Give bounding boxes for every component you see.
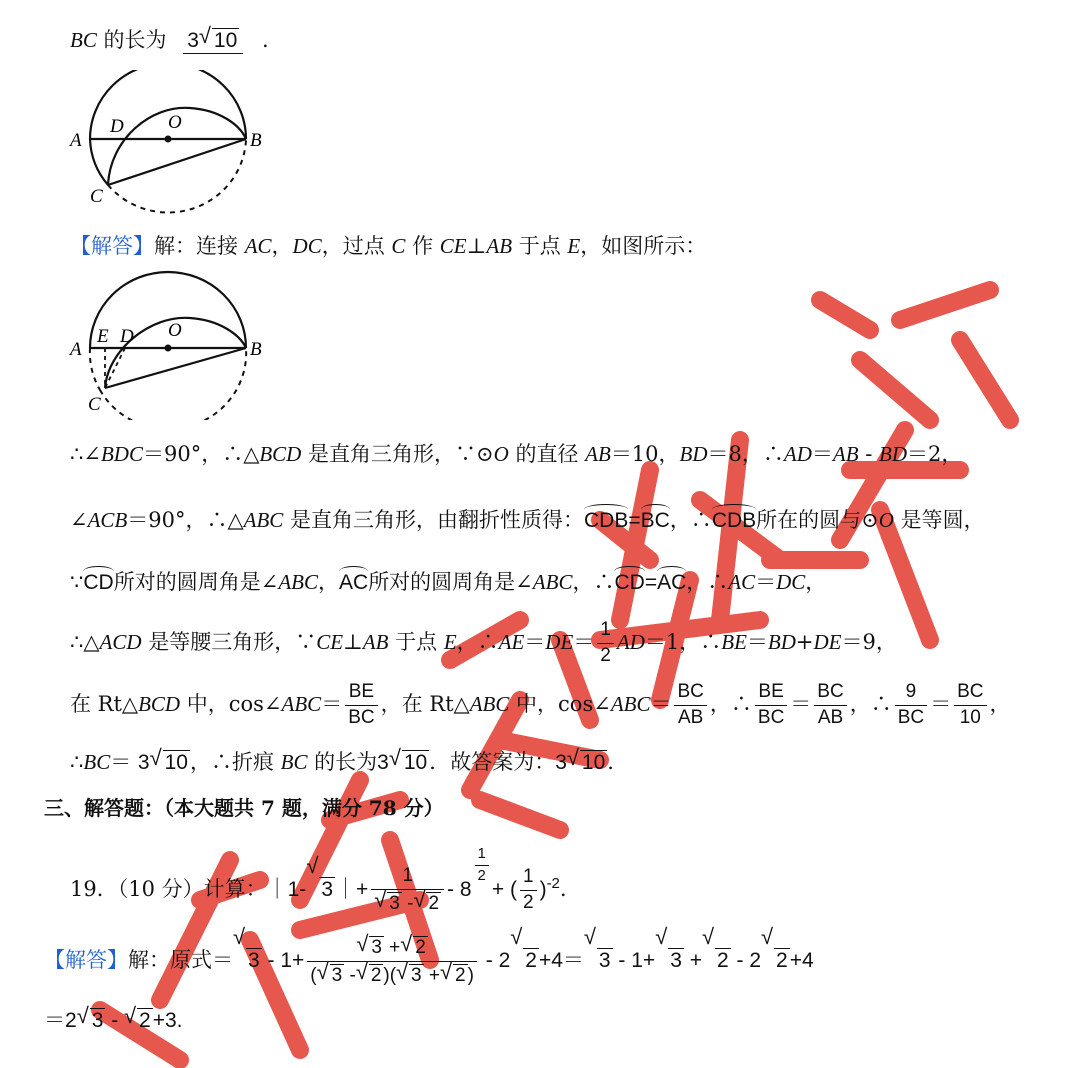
svg-text:D: D bbox=[120, 326, 134, 347]
svg-text:C: C bbox=[90, 186, 103, 207]
prev-text: 的长为 bbox=[103, 28, 167, 52]
svg-text:E: E bbox=[97, 326, 109, 347]
proof-line-5: 在 Rt△BCD 中，cos∠ABC＝ $\frac{BE}{BC}$ ，在 Rt△ABC 中，cos∠ABC＝ $\frac{BC}{AB}$ ，∴ $\frac{BE}{BC}$ ＝ $\frac{BC}{AB}$ ，∴ $\frac{9}{BC}$ ＝ $\frac{BC}{10}$ ， bbox=[70, 681, 1011, 728]
svg-text:O: O bbox=[168, 320, 182, 341]
arc-ac-2: AC bbox=[657, 568, 686, 593]
fraction-9-bc: $\frac{9}{BC}$ bbox=[895, 682, 927, 729]
fraction-q19: 1 √ 3 - √ 2 bbox=[371, 866, 444, 915]
fraction-bc-ab-2: $\frac{BC}{AB}$ bbox=[814, 682, 846, 729]
figure-2 bbox=[60, 270, 280, 420]
svg-text:B: B bbox=[250, 130, 262, 151]
proof-line-2: ∠ACB＝90°，∴△ABC 是直角三角形，由翻折性质得：CDB=BC，∴CDB所在的圆与⊙O 是等圆， bbox=[70, 508, 985, 532]
arc-bc: BC bbox=[641, 506, 670, 531]
svg-text:A: A bbox=[70, 339, 82, 360]
svg-text:A: A bbox=[70, 130, 82, 151]
exponent-half: $\frac{1}{2}$ bbox=[475, 846, 489, 884]
solution-intro: 【解答】解：连接 AC，DC，过点 C 作 CE⊥AB 于点 E，如图所示： bbox=[70, 234, 707, 258]
svg-text:C: C bbox=[88, 394, 101, 415]
proof-line-6: ∴BC＝ 3 √ 10，∴折痕 BC 的长为3 √ 10．故答案为：3 √ 10. bbox=[70, 745, 614, 774]
answer-tag-19: 【解答】 bbox=[44, 948, 128, 972]
fraction-bc-ab: $\frac{BC}{AB}$ bbox=[674, 682, 706, 729]
bc-label: BC bbox=[70, 28, 97, 52]
arc-cdb-2: CDB bbox=[712, 506, 756, 531]
arc-cdb: CDB bbox=[584, 506, 628, 531]
proof-line-1: ∴∠BDC＝90°，∴△BCD 是直角三角形，∵⊙O 的直径 AB＝10，BD＝8，∴AD＝AB - BD＝2， bbox=[70, 442, 963, 466]
prev-answer-line: BC 的长为 3 √ 10 . bbox=[70, 28, 269, 54]
section-heading: 三、解答题：（本大题共 7 题，满分 78 分） bbox=[44, 796, 444, 820]
arc-cd-2: CD bbox=[614, 568, 644, 593]
fraction-be-bc-2: $\frac{BE}{BC}$ bbox=[755, 682, 787, 729]
fraction-be-bc: $\frac{BE}{BC}$ bbox=[345, 682, 377, 729]
proof-line-4: ∴△ACD 是等腰三角形，∵CE⊥AB 于点 E，∴AE＝DE＝ $\frac{1}{2}$ AD＝1，∴BE＝BD+DE＝9， bbox=[70, 619, 897, 666]
answer-blank: 3 √ 10 bbox=[183, 28, 243, 54]
final-result: ＝2 √ 3 - √ 2+3. bbox=[44, 1003, 183, 1032]
fraction-bc-10: $\frac{BC}{10}$ bbox=[954, 682, 986, 729]
fraction-half: $\frac{1}{2}$ bbox=[597, 620, 614, 667]
arc-cd: CD bbox=[83, 568, 113, 593]
question-19: 19．（10 分）计算：｜1- √ 3｜+ 1 √ 3 - √ 2 - 8 $\frac{1}{2}$ + ( $\frac{1}{2}$ )$^{-2}$. bbox=[70, 845, 567, 914]
svg-text:B: B bbox=[250, 339, 262, 360]
solution-19: 【解答】解：原式＝ √ 3 - 1+ √ 3 + √ 2 ( √ 3 - √ 2 )( √ 3 + √ 2 ) - 2 √ 2+4＝ √ 3 - 1+ √ 3 + √ 2 - 2 √ 2+4 bbox=[44, 924, 814, 986]
fraction-half-q19: $\frac{1}{2}$ bbox=[520, 867, 537, 914]
proof-line-3: ∵CD所对的圆周角是∠ABC，AC所对的圆周角是∠ABC，∴CD=AC，∴AC＝DC， bbox=[70, 570, 827, 594]
svg-text:O: O bbox=[168, 112, 182, 133]
svg-text:D: D bbox=[110, 116, 124, 137]
fraction-sol19: √ 3 + √ 2 ( √ 3 - √ 2 )( √ 3 + √ 2 ) bbox=[307, 936, 477, 987]
answer-radicand: 10 bbox=[213, 29, 238, 52]
figure-1 bbox=[60, 70, 280, 220]
answer-tag: 【解答】 bbox=[70, 234, 154, 258]
arc-ac: AC bbox=[339, 568, 368, 593]
